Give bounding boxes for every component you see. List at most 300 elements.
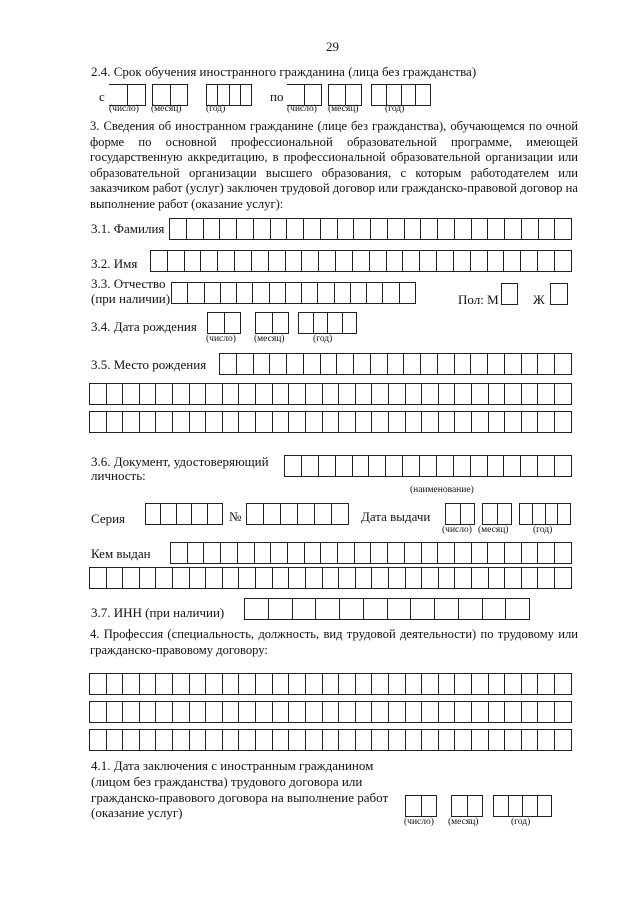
char-cell[interactable] bbox=[422, 568, 439, 588]
char-cell[interactable] bbox=[140, 702, 157, 722]
char-cell[interactable] bbox=[223, 412, 240, 432]
char-cell[interactable] bbox=[505, 354, 522, 374]
char-cell[interactable] bbox=[238, 543, 255, 563]
char-cell[interactable] bbox=[438, 219, 455, 239]
char-cell[interactable] bbox=[337, 354, 354, 374]
profession-cells-row3[interactable] bbox=[89, 729, 572, 751]
char-cell[interactable] bbox=[555, 412, 572, 432]
char-cell[interactable] bbox=[406, 568, 423, 588]
sex-male-cell[interactable] bbox=[501, 283, 518, 305]
char-cell[interactable] bbox=[256, 730, 273, 750]
char-cell[interactable] bbox=[123, 674, 140, 694]
char-cell[interactable] bbox=[406, 384, 423, 404]
char-cell[interactable] bbox=[319, 251, 336, 271]
char-cell[interactable] bbox=[538, 674, 555, 694]
char-cell[interactable] bbox=[522, 354, 539, 374]
char-cell[interactable] bbox=[321, 219, 338, 239]
char-cell[interactable] bbox=[90, 674, 107, 694]
birthplace-cells-row2[interactable] bbox=[89, 383, 572, 405]
char-cell[interactable] bbox=[505, 543, 522, 563]
char-cell[interactable] bbox=[323, 568, 340, 588]
char-cell[interactable] bbox=[435, 599, 459, 619]
char-cell[interactable] bbox=[336, 456, 353, 476]
char-cell[interactable] bbox=[555, 543, 572, 563]
char-cell[interactable] bbox=[306, 568, 323, 588]
char-cell[interactable] bbox=[306, 384, 323, 404]
char-cell[interactable] bbox=[302, 283, 318, 303]
char-cell[interactable] bbox=[416, 85, 431, 105]
char-cell[interactable] bbox=[107, 568, 124, 588]
char-cell[interactable] bbox=[505, 674, 522, 694]
char-cell[interactable] bbox=[455, 702, 472, 722]
issue-month-cells[interactable] bbox=[482, 503, 512, 525]
char-cell[interactable] bbox=[245, 599, 269, 619]
char-cell[interactable] bbox=[90, 412, 107, 432]
char-cell[interactable] bbox=[170, 219, 187, 239]
char-cell[interactable] bbox=[230, 85, 241, 105]
char-cell[interactable] bbox=[521, 251, 538, 271]
char-cell[interactable] bbox=[239, 384, 256, 404]
birthplace-cells-row1[interactable] bbox=[219, 353, 572, 375]
char-cell[interactable] bbox=[370, 251, 387, 271]
char-cell[interactable] bbox=[221, 543, 238, 563]
char-cell[interactable] bbox=[239, 412, 256, 432]
char-cell[interactable] bbox=[494, 796, 509, 816]
char-cell[interactable] bbox=[90, 730, 107, 750]
char-cell[interactable] bbox=[356, 730, 373, 750]
char-cell[interactable] bbox=[235, 251, 252, 271]
char-cell[interactable] bbox=[437, 251, 454, 271]
char-cell[interactable] bbox=[140, 568, 157, 588]
char-cell[interactable] bbox=[247, 504, 264, 524]
char-cell[interactable] bbox=[223, 702, 240, 722]
char-cell[interactable] bbox=[237, 354, 254, 374]
char-cell[interactable] bbox=[319, 456, 336, 476]
char-cell[interactable] bbox=[388, 543, 405, 563]
char-cell[interactable] bbox=[256, 384, 273, 404]
char-cell[interactable] bbox=[90, 702, 107, 722]
char-cell[interactable] bbox=[538, 412, 555, 432]
char-cell[interactable] bbox=[446, 504, 461, 524]
char-cell[interactable] bbox=[372, 568, 389, 588]
profession-cells-row1[interactable] bbox=[89, 673, 572, 695]
char-cell[interactable] bbox=[339, 412, 356, 432]
char-cell[interactable] bbox=[204, 219, 221, 239]
char-cell[interactable] bbox=[329, 85, 346, 105]
char-cell[interactable] bbox=[223, 568, 240, 588]
char-cell[interactable] bbox=[256, 568, 273, 588]
char-cell[interactable] bbox=[455, 730, 472, 750]
char-cell[interactable] bbox=[208, 504, 223, 524]
char-cell[interactable] bbox=[161, 504, 176, 524]
char-cell[interactable] bbox=[538, 354, 555, 374]
char-cell[interactable] bbox=[140, 412, 157, 432]
char-cell[interactable] bbox=[372, 730, 389, 750]
char-cell[interactable] bbox=[287, 219, 304, 239]
char-cell[interactable] bbox=[367, 283, 383, 303]
char-cell[interactable] bbox=[403, 251, 420, 271]
char-cell[interactable] bbox=[289, 702, 306, 722]
contract-day-cells[interactable] bbox=[405, 795, 437, 817]
char-cell[interactable] bbox=[204, 543, 221, 563]
char-cell[interactable] bbox=[109, 85, 128, 105]
char-cell[interactable] bbox=[555, 251, 572, 271]
char-cell[interactable] bbox=[253, 283, 269, 303]
char-cell[interactable] bbox=[339, 702, 356, 722]
char-cell[interactable] bbox=[472, 219, 489, 239]
char-cell[interactable] bbox=[206, 568, 223, 588]
char-cell[interactable] bbox=[488, 354, 505, 374]
char-cell[interactable] bbox=[546, 504, 559, 524]
char-cell[interactable] bbox=[223, 384, 240, 404]
char-cell[interactable] bbox=[455, 219, 472, 239]
char-cell[interactable] bbox=[273, 384, 290, 404]
char-cell[interactable] bbox=[406, 796, 422, 816]
char-cell[interactable] bbox=[293, 599, 317, 619]
char-cell[interactable] bbox=[356, 568, 373, 588]
char-cell[interactable] bbox=[523, 796, 538, 816]
char-cell[interactable] bbox=[218, 251, 235, 271]
char-cell[interactable] bbox=[522, 674, 539, 694]
char-cell[interactable] bbox=[522, 702, 539, 722]
char-cell[interactable] bbox=[364, 599, 388, 619]
char-cell[interactable] bbox=[521, 456, 538, 476]
char-cell[interactable] bbox=[306, 412, 323, 432]
char-cell[interactable] bbox=[471, 354, 488, 374]
char-cell[interactable] bbox=[421, 219, 438, 239]
issue-year-cells[interactable] bbox=[519, 503, 571, 525]
contract-year-cells[interactable] bbox=[493, 795, 552, 817]
issued-by-cells-row1[interactable] bbox=[170, 542, 572, 564]
char-cell[interactable] bbox=[506, 599, 530, 619]
char-cell[interactable] bbox=[354, 219, 371, 239]
char-cell[interactable] bbox=[220, 219, 237, 239]
char-cell[interactable] bbox=[356, 412, 373, 432]
char-cell[interactable] bbox=[389, 730, 406, 750]
char-cell[interactable] bbox=[351, 283, 367, 303]
char-cell[interactable] bbox=[207, 85, 218, 105]
char-cell[interactable] bbox=[502, 284, 518, 304]
char-cell[interactable] bbox=[372, 85, 387, 105]
char-cell[interactable] bbox=[328, 313, 343, 333]
char-cell[interactable] bbox=[522, 219, 539, 239]
char-cell[interactable] bbox=[239, 568, 256, 588]
char-cell[interactable] bbox=[483, 599, 507, 619]
char-cell[interactable] bbox=[371, 543, 388, 563]
char-cell[interactable] bbox=[461, 504, 476, 524]
char-cell[interactable] bbox=[302, 251, 319, 271]
patronymic-cells[interactable] bbox=[171, 282, 416, 304]
char-cell[interactable] bbox=[269, 251, 286, 271]
char-cell[interactable] bbox=[488, 543, 505, 563]
char-cell[interactable] bbox=[420, 456, 437, 476]
char-cell[interactable] bbox=[273, 674, 290, 694]
char-cell[interactable] bbox=[298, 504, 315, 524]
char-cell[interactable] bbox=[522, 412, 539, 432]
char-cell[interactable] bbox=[411, 599, 435, 619]
char-cell[interactable] bbox=[273, 412, 290, 432]
char-cell[interactable] bbox=[256, 313, 273, 333]
char-cell[interactable] bbox=[206, 384, 223, 404]
char-cell[interactable] bbox=[439, 568, 456, 588]
char-cell[interactable] bbox=[90, 384, 107, 404]
char-cell[interactable] bbox=[107, 702, 124, 722]
char-cell[interactable] bbox=[339, 730, 356, 750]
char-cell[interactable] bbox=[171, 543, 188, 563]
char-cell[interactable] bbox=[387, 85, 402, 105]
char-cell[interactable] bbox=[372, 384, 389, 404]
char-cell[interactable] bbox=[156, 384, 173, 404]
char-cell[interactable] bbox=[388, 354, 405, 374]
char-cell[interactable] bbox=[239, 674, 256, 694]
char-cell[interactable] bbox=[332, 504, 349, 524]
char-cell[interactable] bbox=[454, 456, 471, 476]
char-cell[interactable] bbox=[273, 313, 290, 333]
char-cell[interactable] bbox=[455, 412, 472, 432]
char-cell[interactable] bbox=[472, 702, 489, 722]
char-cell[interactable] bbox=[405, 219, 422, 239]
char-cell[interactable] bbox=[270, 283, 286, 303]
char-cell[interactable] bbox=[438, 543, 455, 563]
char-cell[interactable] bbox=[505, 384, 522, 404]
char-cell[interactable] bbox=[383, 283, 399, 303]
birth-year-cells[interactable] bbox=[298, 312, 357, 334]
char-cell[interactable] bbox=[173, 730, 190, 750]
char-cell[interactable] bbox=[538, 543, 555, 563]
char-cell[interactable] bbox=[455, 568, 472, 588]
char-cell[interactable] bbox=[151, 251, 168, 271]
char-cell[interactable] bbox=[206, 730, 223, 750]
char-cell[interactable] bbox=[455, 543, 472, 563]
char-cell[interactable] bbox=[455, 674, 472, 694]
char-cell[interactable] bbox=[239, 702, 256, 722]
char-cell[interactable] bbox=[306, 702, 323, 722]
char-cell[interactable] bbox=[339, 568, 356, 588]
char-cell[interactable] bbox=[192, 504, 207, 524]
char-cell[interactable] bbox=[190, 702, 207, 722]
char-cell[interactable] bbox=[239, 730, 256, 750]
char-cell[interactable] bbox=[454, 251, 471, 271]
char-cell[interactable] bbox=[187, 219, 204, 239]
char-cell[interactable] bbox=[504, 251, 521, 271]
char-cell[interactable] bbox=[190, 674, 207, 694]
char-cell[interactable] bbox=[538, 796, 553, 816]
char-cell[interactable] bbox=[422, 543, 439, 563]
char-cell[interactable] bbox=[140, 730, 157, 750]
char-cell[interactable] bbox=[123, 568, 140, 588]
char-cell[interactable] bbox=[146, 504, 161, 524]
char-cell[interactable] bbox=[190, 568, 207, 588]
char-cell[interactable] bbox=[140, 674, 157, 694]
char-cell[interactable] bbox=[354, 354, 371, 374]
char-cell[interactable] bbox=[271, 219, 288, 239]
char-cell[interactable] bbox=[343, 313, 358, 333]
char-cell[interactable] bbox=[156, 730, 173, 750]
char-cell[interactable] bbox=[505, 730, 522, 750]
char-cell[interactable] bbox=[335, 283, 351, 303]
char-cell[interactable] bbox=[505, 702, 522, 722]
char-cell[interactable] bbox=[371, 219, 388, 239]
char-cell[interactable] bbox=[353, 251, 370, 271]
char-cell[interactable] bbox=[304, 219, 321, 239]
char-cell[interactable] bbox=[190, 412, 207, 432]
char-cell[interactable] bbox=[223, 674, 240, 694]
char-cell[interactable] bbox=[190, 730, 207, 750]
char-cell[interactable] bbox=[323, 730, 340, 750]
char-cell[interactable] bbox=[505, 568, 522, 588]
char-cell[interactable] bbox=[289, 730, 306, 750]
char-cell[interactable] bbox=[538, 456, 555, 476]
char-cell[interactable] bbox=[254, 219, 271, 239]
char-cell[interactable] bbox=[420, 251, 437, 271]
char-cell[interactable] bbox=[273, 702, 290, 722]
char-cell[interactable] bbox=[422, 412, 439, 432]
char-cell[interactable] bbox=[208, 313, 225, 333]
char-cell[interactable] bbox=[504, 456, 521, 476]
char-cell[interactable] bbox=[472, 568, 489, 588]
char-cell[interactable] bbox=[389, 702, 406, 722]
char-cell[interactable] bbox=[538, 702, 555, 722]
char-cell[interactable] bbox=[406, 674, 423, 694]
char-cell[interactable] bbox=[223, 730, 240, 750]
char-cell[interactable] bbox=[315, 504, 332, 524]
char-cell[interactable] bbox=[489, 702, 506, 722]
char-cell[interactable] bbox=[472, 384, 489, 404]
char-cell[interactable] bbox=[323, 674, 340, 694]
char-cell[interactable] bbox=[123, 384, 140, 404]
char-cell[interactable] bbox=[255, 543, 272, 563]
char-cell[interactable] bbox=[437, 456, 454, 476]
study-from-year-cells[interactable] bbox=[206, 84, 252, 106]
char-cell[interactable] bbox=[555, 384, 572, 404]
char-cell[interactable] bbox=[488, 456, 505, 476]
char-cell[interactable] bbox=[302, 456, 319, 476]
char-cell[interactable] bbox=[386, 456, 403, 476]
char-cell[interactable] bbox=[558, 504, 571, 524]
study-to-year-cells[interactable] bbox=[371, 84, 431, 106]
char-cell[interactable] bbox=[505, 219, 522, 239]
char-cell[interactable] bbox=[190, 384, 207, 404]
char-cell[interactable] bbox=[346, 85, 363, 105]
char-cell[interactable] bbox=[472, 412, 489, 432]
char-cell[interactable] bbox=[489, 384, 506, 404]
char-cell[interactable] bbox=[256, 412, 273, 432]
series-cells[interactable] bbox=[145, 503, 223, 525]
char-cell[interactable] bbox=[388, 599, 412, 619]
surname-cells[interactable] bbox=[169, 218, 572, 240]
char-cell[interactable] bbox=[555, 456, 572, 476]
char-cell[interactable] bbox=[299, 313, 314, 333]
char-cell[interactable] bbox=[404, 354, 421, 374]
char-cell[interactable] bbox=[206, 702, 223, 722]
birth-month-cells[interactable] bbox=[255, 312, 289, 334]
char-cell[interactable] bbox=[389, 384, 406, 404]
char-cell[interactable] bbox=[483, 504, 498, 524]
char-cell[interactable] bbox=[336, 251, 353, 271]
char-cell[interactable] bbox=[177, 504, 192, 524]
char-cell[interactable] bbox=[489, 412, 506, 432]
char-cell[interactable] bbox=[338, 543, 355, 563]
char-cell[interactable] bbox=[455, 384, 472, 404]
char-cell[interactable] bbox=[128, 85, 147, 105]
char-cell[interactable] bbox=[220, 354, 237, 374]
char-cell[interactable] bbox=[156, 412, 173, 432]
char-cell[interactable] bbox=[355, 543, 372, 563]
char-cell[interactable] bbox=[522, 384, 539, 404]
char-cell[interactable] bbox=[339, 674, 356, 694]
char-cell[interactable] bbox=[168, 251, 185, 271]
char-cell[interactable] bbox=[555, 568, 572, 588]
char-cell[interactable] bbox=[369, 456, 386, 476]
issued-by-cells-row2[interactable] bbox=[89, 567, 572, 589]
char-cell[interactable] bbox=[539, 219, 556, 239]
char-cell[interactable] bbox=[289, 674, 306, 694]
char-cell[interactable] bbox=[285, 456, 302, 476]
char-cell[interactable] bbox=[281, 504, 298, 524]
char-cell[interactable] bbox=[489, 568, 506, 588]
char-cell[interactable] bbox=[156, 674, 173, 694]
sex-female-cell[interactable] bbox=[550, 283, 568, 305]
char-cell[interactable] bbox=[314, 313, 329, 333]
char-cell[interactable] bbox=[488, 219, 505, 239]
char-cell[interactable] bbox=[339, 384, 356, 404]
char-cell[interactable] bbox=[439, 412, 456, 432]
char-cell[interactable] bbox=[287, 85, 305, 105]
char-cell[interactable] bbox=[452, 796, 468, 816]
char-cell[interactable] bbox=[123, 412, 140, 432]
char-cell[interactable] bbox=[201, 251, 218, 271]
char-cell[interactable] bbox=[156, 702, 173, 722]
study-to-day-cells[interactable] bbox=[287, 84, 322, 106]
char-cell[interactable] bbox=[306, 674, 323, 694]
char-cell[interactable] bbox=[221, 283, 237, 303]
char-cell[interactable] bbox=[509, 796, 524, 816]
birth-day-cells[interactable] bbox=[207, 312, 241, 334]
char-cell[interactable] bbox=[400, 283, 416, 303]
char-cell[interactable] bbox=[173, 384, 190, 404]
char-cell[interactable] bbox=[422, 730, 439, 750]
char-cell[interactable] bbox=[551, 284, 568, 304]
char-cell[interactable] bbox=[406, 702, 423, 722]
char-cell[interactable] bbox=[218, 85, 229, 105]
char-cell[interactable] bbox=[256, 702, 273, 722]
char-cell[interactable] bbox=[288, 543, 305, 563]
char-cell[interactable] bbox=[188, 543, 205, 563]
study-from-day-cells[interactable] bbox=[109, 84, 146, 106]
char-cell[interactable] bbox=[505, 412, 522, 432]
char-cell[interactable] bbox=[286, 283, 302, 303]
char-cell[interactable] bbox=[472, 674, 489, 694]
char-cell[interactable] bbox=[90, 568, 107, 588]
char-cell[interactable] bbox=[171, 85, 189, 105]
char-cell[interactable] bbox=[371, 354, 388, 374]
char-cell[interactable] bbox=[468, 796, 484, 816]
char-cell[interactable] bbox=[305, 85, 323, 105]
char-cell[interactable] bbox=[206, 412, 223, 432]
char-cell[interactable] bbox=[402, 85, 417, 105]
char-cell[interactable] bbox=[107, 384, 124, 404]
char-cell[interactable] bbox=[173, 412, 190, 432]
char-cell[interactable] bbox=[472, 543, 489, 563]
char-cell[interactable] bbox=[489, 674, 506, 694]
char-cell[interactable] bbox=[439, 702, 456, 722]
char-cell[interactable] bbox=[387, 251, 404, 271]
char-cell[interactable] bbox=[459, 599, 483, 619]
char-cell[interactable] bbox=[286, 251, 303, 271]
char-cell[interactable] bbox=[389, 412, 406, 432]
char-cell[interactable] bbox=[439, 384, 456, 404]
char-cell[interactable] bbox=[498, 504, 513, 524]
